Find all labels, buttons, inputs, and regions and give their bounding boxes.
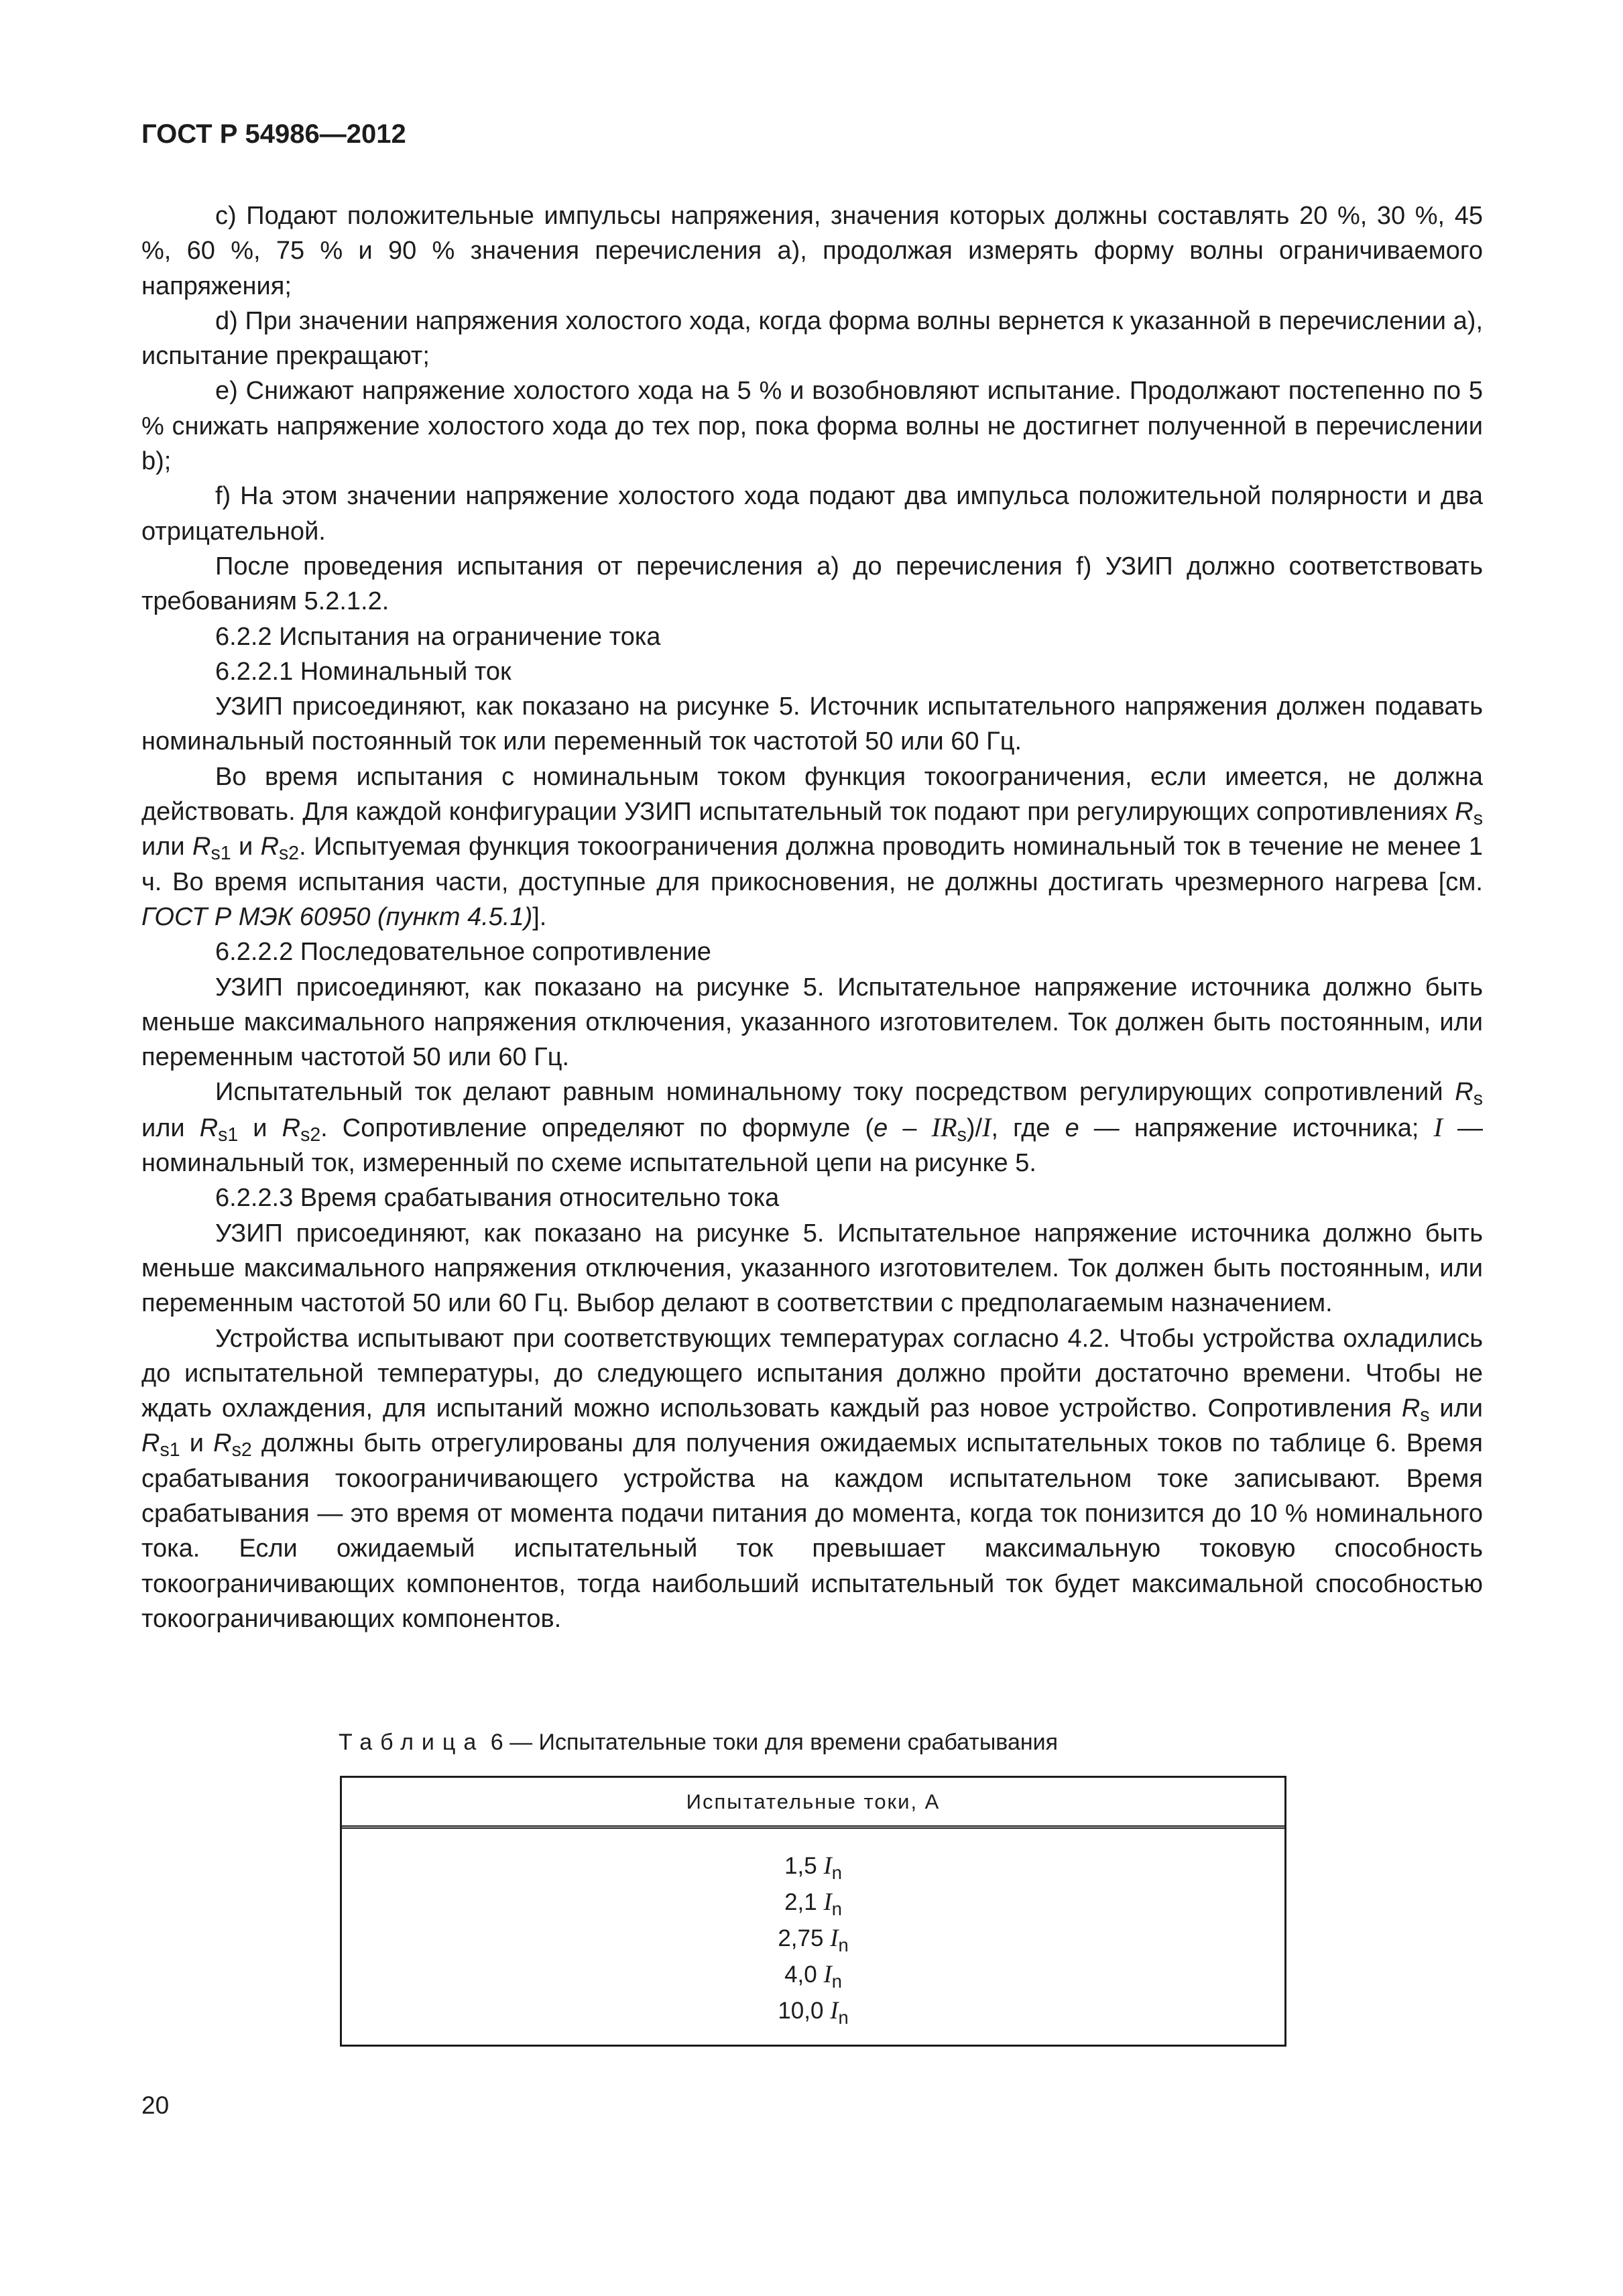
after-test-paragraph: После проведения испытания от перечисления а) до перечисления f) УЗИП должно соответствовать требованиям 5.2.1.2.: [141, 552, 1483, 616]
table-row: 2,1 $I_n$: [784, 1888, 842, 1920]
table-body: [342, 1829, 1284, 2029]
item-d-paragraph: d) При значении напряжения холостого хода, когда форма волны вернется к указанной в перечислении а), испытание прекращают;: [141, 306, 1483, 371]
section-heading-6-2-2-2: 6.2.2.2 Последовательное сопротивление: [215, 938, 711, 967]
series-resistance-paragraph-2: Испытательный ток делают равным номинальному току посредством регулирующих сопротивлений $R_s$ или $R_{s1}$ и $R_{s2}$. Сопротивление определяют по формуле $(e - IR_s)/I$, где e — напряжение источника; I — номинальный ток, измеренный по схеме испытательной цепи на рисунке 5.: [141, 1078, 1484, 1178]
series-resistance-paragraph-1: УЗИП присоединяют, как показано на рисунке 5. Испытательное напряжение источника должно быть меньше максимального напряжения отключения, указанного изготовителем. Ток должен быть постоянным, или переменным частотой 50 или 60 Гц.: [141, 973, 1483, 1072]
table-row: 4,0 $I_n$: [784, 1960, 842, 1992]
document-body: [141, 198, 1483, 1636]
page-number: 20: [141, 2092, 170, 2119]
document-header: ГОСТ Р 54986—2012: [141, 119, 406, 149]
trip-time-paragraph-2: Устройства испытывают при соответствующих температурах согласно 4.2. Чтобы устройства охладились до испытательной температуры, до следующего испытания должно пройти достаточно времени. Чтобы не ждать охлаждения, для испытаний можно использовать каждый раз новое устройство. Сопротивления $R_s$ или $R_{s1}$ и $R_{s2}$ должны быть отрегулированы для получения ожидаемых испытательных токов по таблице 6. Время срабатывания токоограничивающего устройства на каждом испытательном токе записывают. Время срабатывания — это время от момента подачи питания до момента, когда ток понизится до 10 % номинального тока. Если ожидаемый испытательный ток превышает максимальную токовую способность токоограничивающих компонентов, тогда наибольший испытательный ток будет максимальной способностью токоограничивающих компонентов.: [141, 1324, 1484, 1633]
table-caption: Таблица 6 — Испытательные токи для времени срабатывания: [339, 1730, 1059, 1755]
section-heading-6-2-2: 6.2.2 Испытания на ограничение тока: [215, 622, 661, 651]
item-e-paragraph: e) Снижают напряжение холостого хода на 5 % и возобновляют испытание. Продолжают постепенно по 5 % снижать напряжение холостого хода до тех пор, пока форма волны не достигнет полученной в перечислении b);: [141, 377, 1483, 476]
section-heading-6-2-2-1: 6.2.2.1 Номинальный ток: [215, 657, 512, 686]
item-f-paragraph: f) На этом значении напряжение холостого хода подают два импульса положительной полярности и два отрицательной.: [141, 482, 1483, 546]
table-row: 1,5 $I_n$: [784, 1852, 842, 1884]
test-currents-table: [340, 1776, 1286, 2047]
section-heading-6-2-2-3: 6.2.2.3 Время срабатывания относительно тока: [215, 1184, 780, 1213]
table-row: 2,75 $I_n$: [778, 1924, 849, 1956]
rated-current-paragraph-2: Во время испытания с номинальным током функция токоограничения, если имеется, не должна действовать. Для каждой конфигурации УЗИП испытательный ток подают при регулирующих сопротивлениях $R_s$ или $R_{s1}$ и $R_{s2}$. Испытуемая функция токоограничения должна проводить номинальный ток в течение не менее 1 ч. Во время испытания части, доступные для прикосновения, не должны достигать чрезмерного нагрева [см. ГОСТ Р МЭК 60950 (пункт 4.5.1)].: [141, 762, 1483, 931]
item-c-paragraph: c) Подают положительные импульсы напряжения, значения которых должны составлять 20 %, 30 %, 45 %, 60 %, 75 % и 90 % значения перечисления а), продолжая измерять форму волны ограничиваемого напряжения;: [141, 202, 1483, 300]
rated-current-paragraph-1: УЗИП присоединяют, как показано на рисунке 5. Источник испытательного напряжения должен подавать номинальный постоянный ток или переменный ток частотой 50 или 60 Гц.: [141, 692, 1483, 756]
standard-reference: ГОСТ Р МЭК 60950 (пункт 4.5.1): [141, 902, 533, 931]
table-row: 10,0 $I_n$: [778, 1996, 849, 2029]
table-header-cell: Испытательные токи, А: [342, 1778, 1284, 1829]
trip-time-paragraph-1: УЗИП присоединяют, как показано на рисунке 5. Испытательное напряжение источника должно быть меньше максимального напряжения отключения, указанного изготовителем. Ток должен быть постоянным, или переменным частотой 50 или 60 Гц. Выбор делают в соответствии с предполагаемым назначением.: [141, 1219, 1483, 1318]
